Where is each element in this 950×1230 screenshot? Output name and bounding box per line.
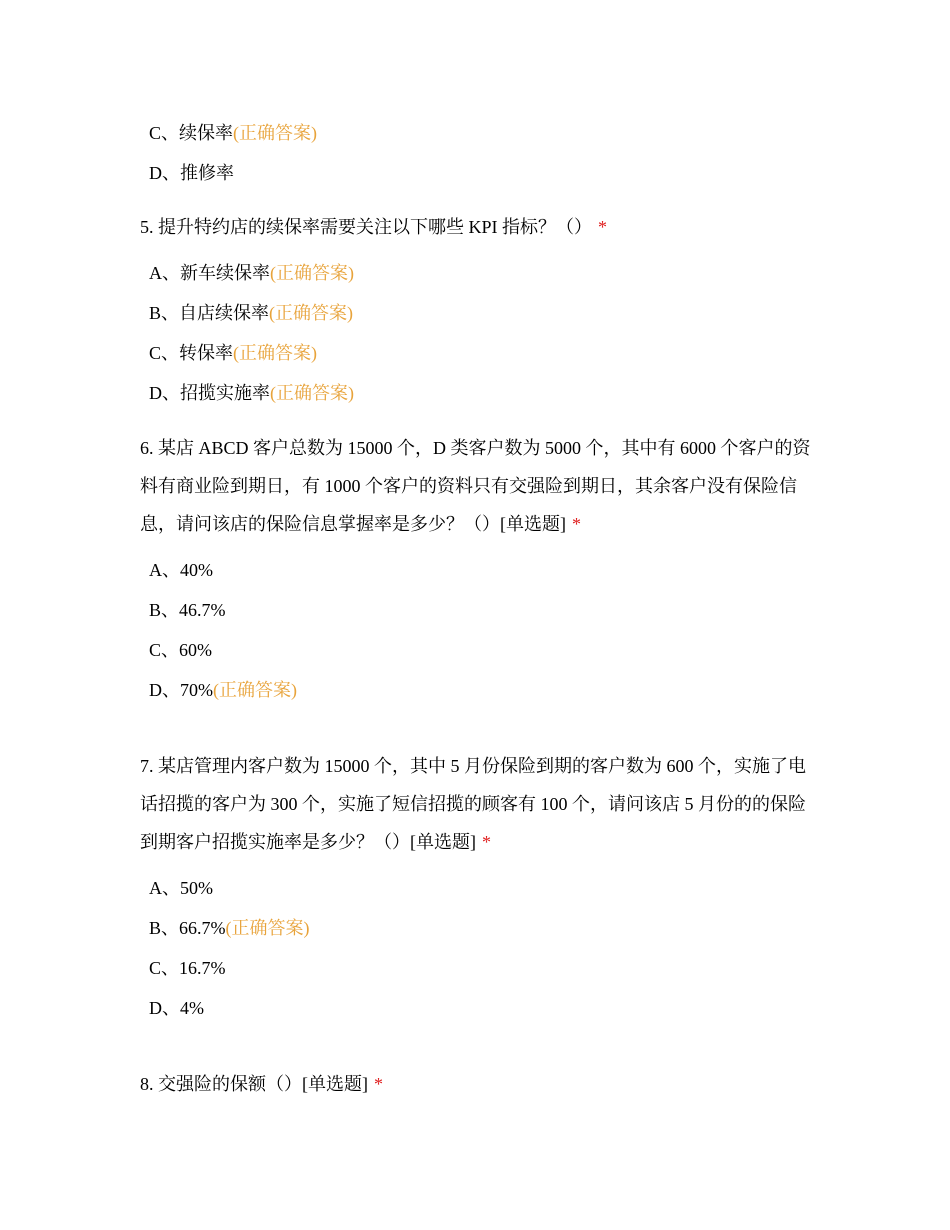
option-text: D、4% bbox=[149, 998, 204, 1018]
correct-answer-label: (正确答案) bbox=[233, 123, 318, 143]
required-mark: * bbox=[374, 1074, 383, 1094]
correct-answer-label: (正确答案) bbox=[225, 918, 310, 938]
option-q7-d bbox=[149, 996, 204, 1020]
required-mark: * bbox=[482, 832, 491, 852]
question-5 bbox=[140, 208, 815, 246]
option-text: B、自店续保率 bbox=[149, 303, 270, 323]
option-q6-a bbox=[149, 558, 213, 582]
option-prev-c bbox=[149, 121, 317, 145]
option-q5-a bbox=[149, 261, 354, 285]
option-q6-c bbox=[149, 638, 212, 662]
option-text: C、16.7% bbox=[149, 958, 226, 978]
option-text: D、招揽实施率 bbox=[149, 383, 270, 403]
option-q7-a bbox=[149, 876, 213, 900]
option-text: B、46.7% bbox=[149, 600, 226, 620]
option-text: A、40% bbox=[149, 560, 213, 580]
correct-answer-label: (正确答案) bbox=[233, 343, 318, 363]
question-6 bbox=[140, 429, 815, 543]
option-text: D、70% bbox=[149, 680, 213, 700]
option-q6-b bbox=[149, 598, 226, 622]
option-q5-d bbox=[149, 381, 354, 405]
option-q7-b bbox=[149, 916, 310, 940]
option-text: A、50% bbox=[149, 878, 213, 898]
required-mark: * bbox=[572, 514, 581, 534]
option-q5-c bbox=[149, 341, 317, 365]
required-mark: * bbox=[598, 217, 608, 237]
option-text: C、转保率 bbox=[149, 343, 234, 363]
question-text: 6. 某店 ABCD 客户总数为 15000 个，D 类客户数为 5000 个，其中有 6000 个客户的资料有商业险到期日，有 1000 个客户的资料只有交强险到期日，其余客户没有保险信息，请问该店的保险信息掌握率是多少？（）[单选题] bbox=[140, 438, 811, 534]
option-text: C、60% bbox=[149, 640, 212, 660]
option-text: C、续保率 bbox=[149, 123, 234, 143]
question-7 bbox=[140, 747, 815, 861]
option-q7-c bbox=[149, 956, 226, 980]
correct-answer-label: (正确答案) bbox=[269, 303, 354, 323]
correct-answer-label: (正确答案) bbox=[270, 263, 354, 283]
option-text: D、推修率 bbox=[149, 163, 234, 183]
option-text: A、新车续保率 bbox=[149, 263, 270, 283]
option-prev-d bbox=[149, 161, 234, 185]
option-text: B、66.7% bbox=[149, 918, 226, 938]
correct-answer-label: (正确答案) bbox=[213, 680, 297, 700]
question-8 bbox=[140, 1065, 815, 1103]
option-q5-b bbox=[149, 301, 353, 325]
question-text: 8. 交强险的保额（）[单选题] bbox=[140, 1074, 368, 1094]
question-text: 7. 某店管理内客户数为 15000 个，其中 5 月份保险到期的客户数为 600 个，实施了电话招揽的客户为 300 个，实施了短信招揽的顾客有 100 个，请问该店 5 月份的的保险到期客户招揽实施率是多少？（）[单选题] bbox=[140, 756, 806, 852]
option-q6-d bbox=[149, 678, 297, 702]
question-text: 5. 提升特约店的续保率需要关注以下哪些 KPI 指标？（） bbox=[140, 217, 593, 237]
correct-answer-label: (正确答案) bbox=[270, 383, 354, 403]
